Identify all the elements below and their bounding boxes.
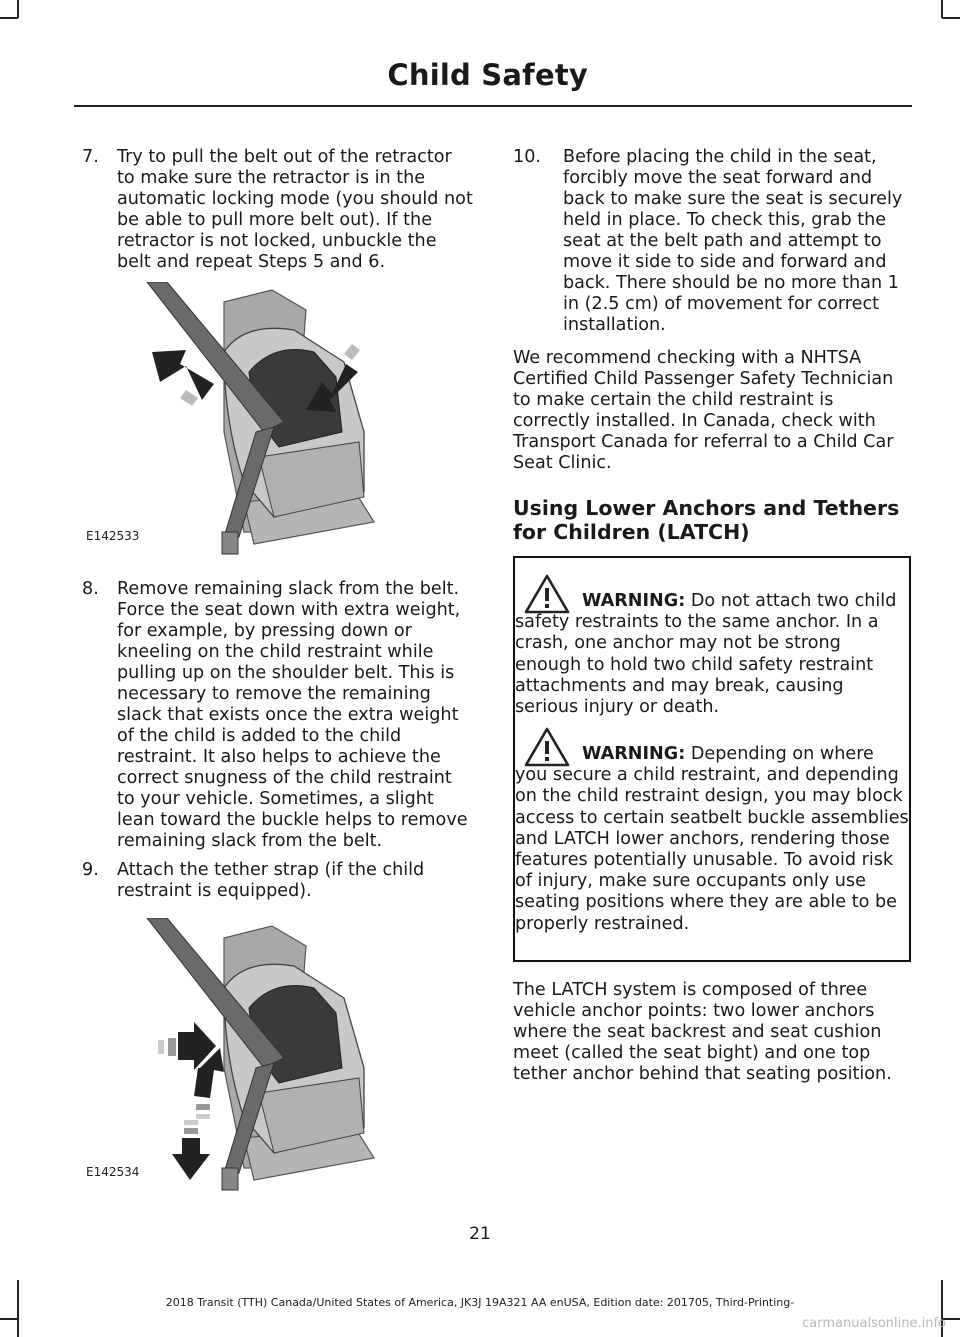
crop-mark-top-left-v bbox=[17, 0, 19, 18]
crop-mark-bottom-left-v bbox=[17, 1280, 19, 1337]
child-seat-illustration-2 bbox=[74, 918, 474, 1194]
step-7-text: Try to pull the belt out of the retractor to make sure the retractor is in the automatic locking mode (you should not be able to pull more belt out). If the retractor is not locked, unbuckle the belt and repeat Steps 5 and 6. bbox=[117, 147, 473, 272]
step-9-number: 9. bbox=[82, 860, 99, 880]
warning-1 bbox=[515, 591, 911, 718]
step-9-text: Attach the tether strap (if the child restraint is equipped). bbox=[117, 860, 425, 901]
step-10-number: 10. bbox=[513, 147, 541, 167]
figure-id-2: E142534 bbox=[86, 1165, 140, 1179]
left-column bbox=[74, 147, 474, 1194]
edition-footer: 2018 Transit (TTH) Canada/United States of America, JK3J 19A321 AA enUSA, Edition date: 201705, Third-Printing- bbox=[165, 1296, 795, 1309]
arrow-down-icon bbox=[172, 1120, 210, 1180]
crop-mark-bottom-left-h bbox=[0, 1318, 18, 1320]
step-8-text: Remove remaining slack from the belt. Force the seat down with extra weight, for example, by pressing down or kneeling on the child restraint while pulling up on the shoulder belt. This is necessary to remove the remaining slack that exists once the extra weight of the child is added to the child restraint. It also helps to achieve the correct snugness of the child restraint to your vehicle. Sometimes, a slight lean toward the buckle helps to remove remaining slack from the belt. bbox=[117, 579, 468, 851]
warning-2 bbox=[515, 744, 911, 935]
warning-label: WARNING: bbox=[582, 591, 686, 611]
crop-mark-top-left-h bbox=[0, 17, 18, 19]
warning-box bbox=[513, 556, 911, 962]
recommendation-paragraph: We recommend checking with a NHTSA Certified Child Passenger Safety Technician to make certain the child restraint is correctly installed. In Canada, check with Transport Canada for referral to a Child Car Seat Clinic. bbox=[513, 348, 894, 473]
crop-mark-top-right-h bbox=[942, 17, 960, 19]
page-title: Child Safety bbox=[387, 58, 588, 92]
step-8 bbox=[74, 579, 474, 852]
warning-text: Depending on where you secure a child restraint, and depending on the child restraint design, you may block access to certain seatbelt buckle assemblies and LATCH lower anchors, rendering those features potentially unusable. To avoid risk of injury, make sure occupants only use seating positions where they are able to be properly restrained. bbox=[515, 744, 909, 934]
latch-description: The LATCH system is composed of three vehicle anchor points: two lower anchors where the seat backrest and seat cushion meet (called the seat bight) and one top tether anchor behind that seating position. bbox=[513, 980, 892, 1084]
step-7-number: 7. bbox=[82, 147, 99, 167]
right-column bbox=[513, 147, 913, 544]
buckle bbox=[222, 532, 238, 554]
figure-e142533 bbox=[74, 282, 474, 558]
warning-text: Do not attach two child safety restraints to the same anchor. In a crash, one anchor may not be strong enough to hold two child safety restraint attachments and may break, causing serious injury or death. bbox=[515, 591, 897, 718]
figure-e142534 bbox=[74, 918, 474, 1194]
crop-mark-top-right-v bbox=[941, 0, 943, 18]
step-10-text: Before placing the child in the seat, forcibly move the seat forward and back to make sure the seat is securely held in place. To check this, grab the seat at the belt path and attempt to move it side to side and forward and back. There should be no more than 1 in (2.5 cm) of movement for correct installation. bbox=[563, 147, 903, 335]
step-10 bbox=[513, 147, 913, 336]
watermark: carmanualsonline.info bbox=[802, 1316, 946, 1331]
step-9 bbox=[74, 860, 474, 902]
figure-id-1: E142533 bbox=[86, 529, 140, 543]
section-heading: Using Lower Anchors and Tethers for Children (LATCH) bbox=[513, 496, 900, 544]
warning-triangle-icon bbox=[523, 726, 571, 768]
warning-triangle-icon bbox=[523, 573, 571, 615]
page-number: 21 bbox=[469, 1224, 491, 1244]
step-8-number: 8. bbox=[82, 579, 99, 599]
child-seat-illustration-1 bbox=[74, 282, 474, 558]
arrow-pull-icon bbox=[152, 350, 214, 406]
title-divider bbox=[74, 105, 912, 107]
warning-label: WARNING: bbox=[582, 744, 686, 764]
step-7 bbox=[74, 147, 474, 273]
